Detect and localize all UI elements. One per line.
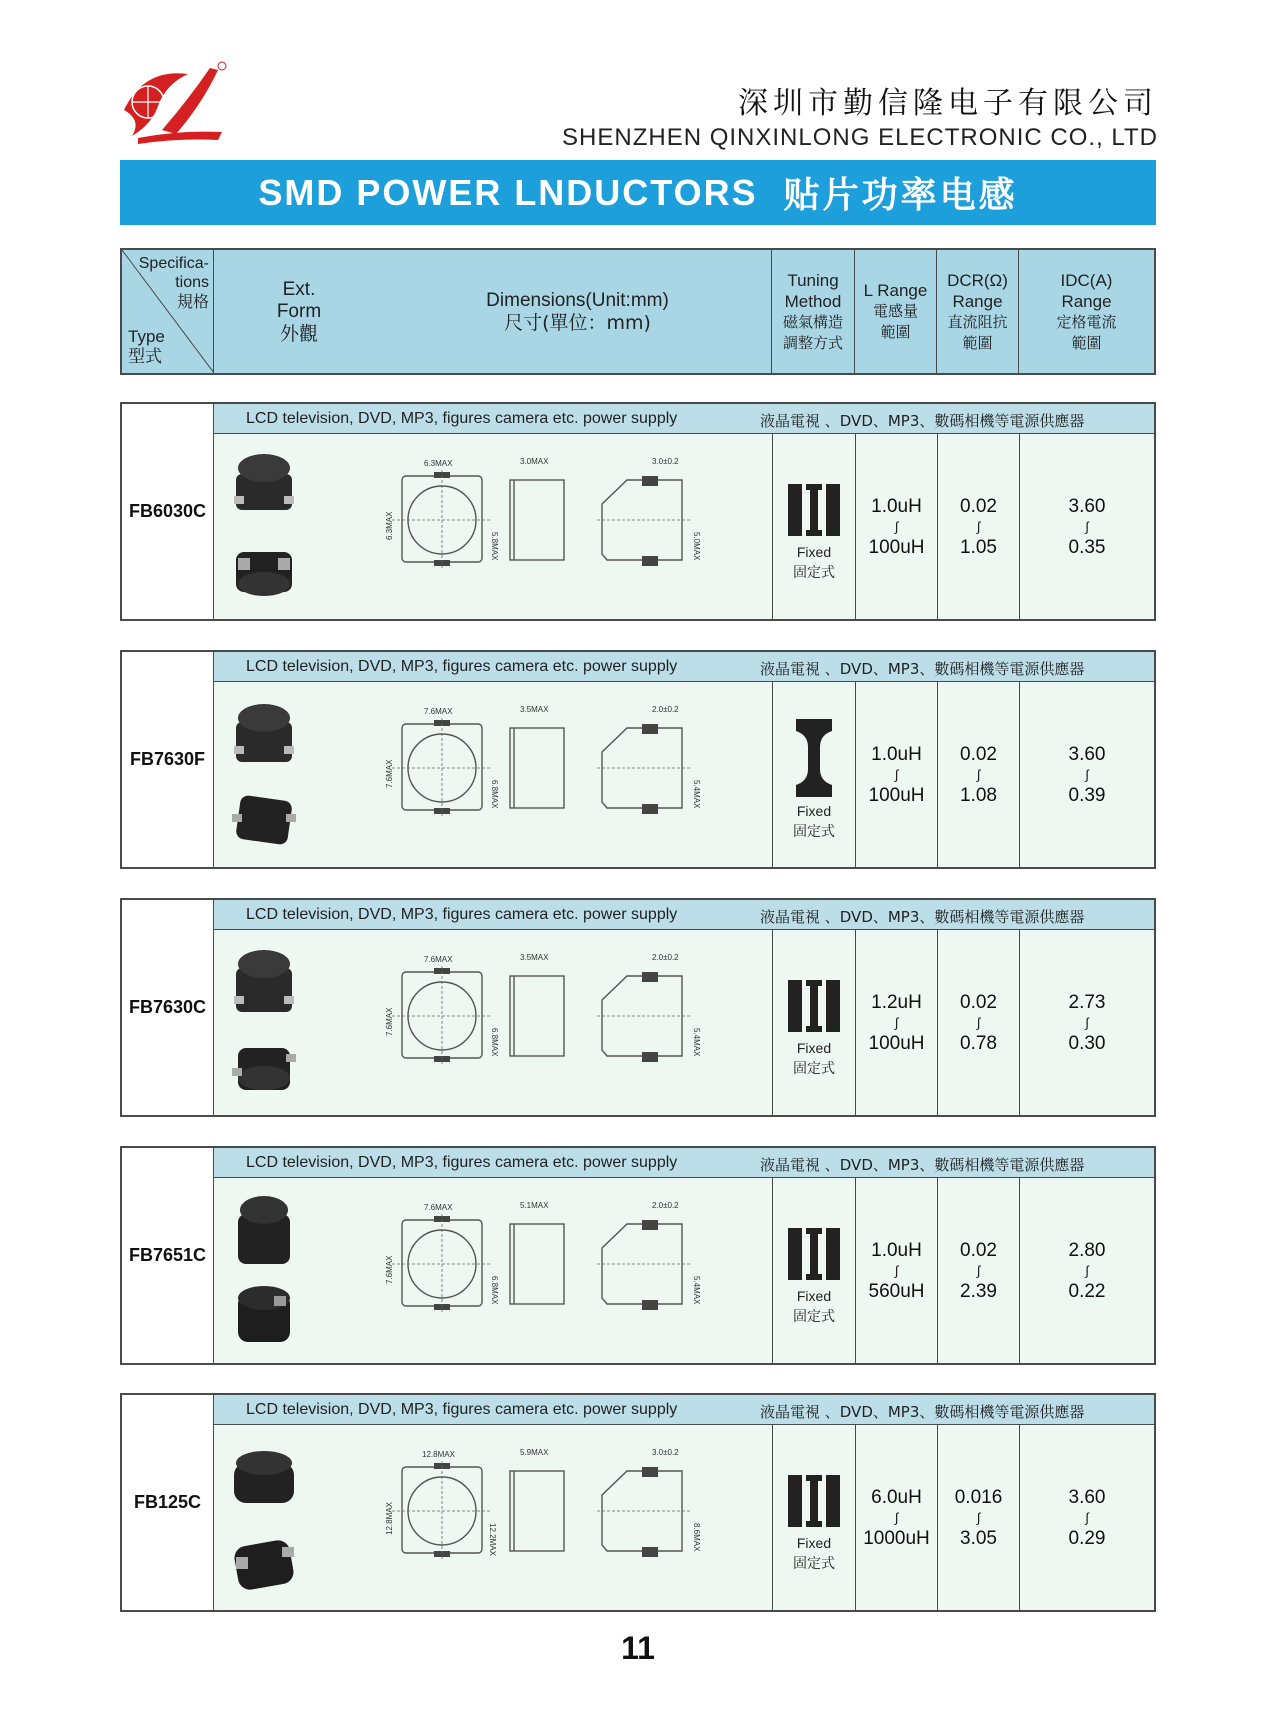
product-photos	[214, 1178, 314, 1363]
page-title-banner	[120, 160, 1156, 225]
product-type: FB6030C	[122, 404, 214, 619]
dim-width: 6.3MAX	[424, 459, 453, 468]
inductor-photo-top	[234, 1451, 294, 1503]
idc-range-cell	[1019, 1178, 1154, 1363]
dcr-range-cell	[937, 930, 1019, 1115]
l-range-cell	[855, 1425, 937, 1610]
header-ext-1: Ext.	[282, 278, 316, 300]
product-block	[120, 898, 1156, 1117]
dim-pad: 2.0±0.2	[652, 953, 679, 962]
header-type-cn: 型式	[128, 347, 162, 367]
fixed-core-icon	[786, 976, 842, 1036]
banner-title-en: SMD POWER LNDUCTORS	[258, 171, 758, 213]
range-symbol: ∫	[1085, 1014, 1089, 1030]
product-block	[120, 1393, 1156, 1612]
idc-max: 3.60	[1068, 1486, 1106, 1508]
idc-min: 0.29	[1068, 1527, 1106, 1549]
product-block	[120, 1146, 1156, 1365]
application-text-en: LCD television, DVD, MP3, figures camera etc. power supply	[246, 906, 678, 923]
l-range-cell	[855, 1178, 937, 1363]
product-type: FB125C	[122, 1395, 214, 1610]
product-photos	[214, 682, 314, 867]
header-dim-en: Dimensions(Unit:mm)	[486, 289, 669, 311]
fixed-core-icon	[786, 1471, 842, 1531]
product-type: FB7630F	[122, 652, 214, 867]
dcr-min: 0.016	[954, 1486, 1003, 1508]
fixed-core-icon	[786, 480, 842, 540]
inductor-photo-top	[234, 454, 294, 510]
application-text-cn: 液晶電視 、DVD、MP3、數碼相機等電源供應器	[760, 660, 1085, 678]
header-idc-cn1: 定格電流	[1056, 312, 1117, 331]
l-max: 560uH	[868, 1280, 925, 1302]
application-text-cn: 液晶電視 、DVD、MP3、數碼相機等電源供應器	[760, 412, 1085, 430]
dim-height: 7.6MAX	[385, 1007, 394, 1036]
company-name-en: SHENZHEN QINXINLONG ELECTRONIC CO., LTD	[562, 124, 1158, 151]
header-ext-cn: 外觀	[279, 322, 318, 345]
header-ext-2: Form	[276, 300, 322, 322]
tuning-label-en: Fixed	[796, 802, 832, 819]
inductor-photo-bottom	[232, 1048, 296, 1090]
range-symbol: ∫	[1085, 1262, 1089, 1278]
header-spec-cn: 規格	[176, 292, 209, 311]
product-photos	[214, 1425, 314, 1610]
range-symbol: ∫	[976, 1262, 981, 1278]
dim-side: 3.5MAX	[520, 953, 549, 962]
company-name	[562, 78, 1158, 152]
header-tuning-cn1: 磁氣構造	[782, 312, 843, 331]
dim-width: 7.6MAX	[424, 707, 453, 716]
idc-range-cell	[1019, 1425, 1154, 1610]
l-range-cell	[855, 682, 937, 867]
dim-pad-height: 5.0MAX	[692, 532, 701, 561]
application-text-en: LCD television, DVD, MP3, figures camera etc. power supply	[246, 1154, 678, 1171]
product-block	[120, 650, 1156, 869]
inductor-photo-bottom	[238, 1286, 290, 1342]
dcr-max: 3.05	[960, 1527, 997, 1549]
dcr-min: 0.02	[960, 495, 997, 517]
l-min: 1.0uH	[871, 495, 922, 517]
banner-title-cn: 贴片功率电感	[783, 175, 1018, 216]
dim-height: 6.3MAX	[385, 511, 394, 540]
header-tuning	[772, 250, 855, 373]
header-tuning-1: Tuning	[787, 270, 839, 290]
header-dcr-1: DCR(Ω)	[947, 270, 1008, 290]
range-symbol: ∫	[1085, 766, 1089, 782]
dcr-range-cell	[937, 682, 1019, 867]
spec-table-header	[120, 248, 1156, 375]
tuning-cell	[772, 930, 855, 1115]
application-bar	[214, 1148, 1154, 1178]
range-symbol: ∫	[894, 1509, 899, 1525]
dcr-max: 1.08	[960, 784, 997, 806]
header-tuning-2: Method	[784, 291, 842, 311]
range-symbol: ∫	[1085, 518, 1089, 534]
application-text-cn: 液晶電視 、DVD、MP3、數碼相機等電源供應器	[760, 1403, 1085, 1421]
idc-range-cell	[1019, 682, 1154, 867]
header-lrange-cn2: 範圍	[880, 323, 911, 341]
dim-pad-height: 5.4MAX	[692, 1276, 701, 1305]
header-dcr-range	[937, 250, 1019, 373]
dim-height-2: 5.8MAX	[490, 532, 499, 561]
header-dcr-cn1: 直流阻抗	[947, 312, 1008, 331]
header-tuning-cn2: 調整方式	[782, 333, 843, 352]
inductor-photo-top	[234, 704, 294, 762]
application-bar	[214, 404, 1154, 434]
tuning-label-en: Fixed	[796, 1287, 832, 1304]
dim-height: 7.6MAX	[385, 1255, 394, 1284]
header-spec-line2: tions	[175, 274, 209, 291]
dcr-min: 0.02	[960, 743, 997, 765]
tuning-label-en: Fixed	[796, 1039, 832, 1056]
product-photos	[214, 434, 314, 619]
dim-side: 3.5MAX	[520, 705, 549, 714]
dimension-drawing	[382, 1425, 762, 1612]
range-symbol: ∫	[976, 1509, 981, 1525]
header-dim-cn: 尺寸(單位：mm)	[504, 311, 651, 334]
range-symbol: ∫	[976, 766, 981, 782]
fixed-core-icon	[786, 1224, 842, 1284]
range-symbol: ∫	[894, 1262, 899, 1278]
range-symbol: ∫	[976, 1014, 981, 1030]
header-dcr-cn2: 範圍	[962, 333, 993, 352]
dim-width: 12.8MAX	[422, 1450, 455, 1459]
dim-side: 5.1MAX	[520, 1201, 549, 1210]
dcr-max: 0.78	[960, 1032, 997, 1054]
dim-height-2: 6.8MAX	[490, 1028, 499, 1057]
tuning-cell	[772, 434, 855, 619]
inductor-photo-bottom	[232, 795, 296, 846]
application-text-en: LCD television, DVD, MP3, figures camera etc. power supply	[246, 410, 678, 427]
header-idc-cn2: 範圍	[1071, 333, 1102, 352]
l-max: 100uH	[868, 1032, 925, 1054]
dim-height: 7.6MAX	[385, 759, 394, 788]
dim-pad: 3.0±0.2	[652, 1448, 679, 1457]
l-range-cell	[855, 930, 937, 1115]
l-min: 6.0uH	[871, 1486, 922, 1508]
dim-height: 12.8MAX	[385, 1502, 394, 1535]
tuning-label-cn: 固定式	[793, 1060, 835, 1077]
range-symbol: ∫	[1085, 1509, 1089, 1525]
l-max: 1000uH	[863, 1527, 930, 1549]
tuning-label-en: Fixed	[796, 543, 832, 560]
idc-min: 0.39	[1068, 784, 1106, 806]
header-spec-line1: Specifica-	[138, 255, 209, 272]
dim-pad-height: 5.4MAX	[692, 1028, 701, 1057]
range-symbol: ∫	[976, 518, 981, 534]
header-dimensions	[384, 250, 772, 373]
l-min: 1.0uH	[871, 1239, 922, 1261]
header-type-en: Type	[128, 327, 165, 346]
application-text-cn: 液晶電視 、DVD、MP3、數碼相機等電源供應器	[760, 908, 1085, 926]
dcr-min: 0.02	[960, 1239, 997, 1261]
tuning-label-cn: 固定式	[793, 1308, 835, 1325]
application-text-en: LCD television, DVD, MP3, figures camera etc. power supply	[246, 658, 678, 675]
dim-pad-height: 8.6MAX	[692, 1523, 701, 1552]
header-idc-2: Range	[1061, 291, 1112, 311]
dcr-max: 1.05	[960, 536, 997, 558]
application-text-cn: 液晶電視 、DVD、MP3、數碼相機等電源供應器	[760, 1156, 1085, 1174]
range-symbol: ∫	[894, 518, 899, 534]
tuning-label-cn: 固定式	[793, 564, 835, 581]
application-bar	[214, 900, 1154, 930]
header-ext-form	[214, 250, 384, 373]
inductor-photo-bottom	[236, 552, 292, 596]
dim-width: 7.6MAX	[424, 955, 453, 964]
dim-pad: 2.0±0.2	[652, 705, 679, 714]
product-block	[120, 402, 1156, 621]
header-idc-1: IDC(A)	[1060, 270, 1113, 290]
idc-range-cell	[1019, 434, 1154, 619]
header-lrange-1: L Range	[863, 281, 928, 300]
drum-core-icon	[794, 717, 834, 799]
idc-max: 3.60	[1068, 743, 1106, 765]
inductor-photo-top	[238, 1196, 290, 1264]
application-bar	[214, 652, 1154, 682]
product-type: FB7630C	[122, 900, 214, 1115]
dcr-max: 2.39	[960, 1280, 997, 1302]
dimension-drawing	[382, 682, 762, 869]
header-type-spec	[122, 250, 214, 373]
idc-min: 0.22	[1068, 1280, 1106, 1302]
header-idc-range	[1019, 250, 1154, 373]
dim-width: 7.6MAX	[424, 1203, 453, 1212]
l-min: 1.2uH	[871, 991, 922, 1013]
dcr-range-cell	[937, 1178, 1019, 1363]
l-range-cell	[855, 434, 937, 619]
dim-pad-height: 5.4MAX	[692, 780, 701, 809]
dcr-range-cell	[937, 434, 1019, 619]
dim-height-2: 6.8MAX	[490, 1276, 499, 1305]
idc-min: 0.35	[1068, 536, 1106, 558]
tuning-label-en: Fixed	[796, 1534, 832, 1551]
idc-min: 0.30	[1068, 1032, 1106, 1054]
idc-max: 2.73	[1068, 991, 1106, 1013]
header-l-range	[855, 250, 937, 373]
application-text-en: LCD television, DVD, MP3, figures camera etc. power supply	[246, 1401, 678, 1418]
dim-side: 3.0MAX	[520, 457, 549, 466]
inductor-photo-bottom	[233, 1538, 296, 1591]
product-photos	[214, 930, 314, 1115]
tuning-cell	[772, 1425, 855, 1610]
dim-height-2: 6.8MAX	[490, 780, 499, 809]
idc-max: 3.60	[1068, 495, 1106, 517]
l-max: 100uH	[868, 536, 925, 558]
dcr-min: 0.02	[960, 991, 997, 1013]
page-number: 11	[621, 1630, 655, 1666]
dim-height-2: 12.2MAX	[488, 1523, 497, 1556]
dim-pad: 2.0±0.2	[652, 1201, 679, 1210]
dim-side: 5.9MAX	[520, 1448, 549, 1457]
dimension-drawing	[382, 930, 762, 1117]
company-logo	[118, 60, 230, 144]
header-dcr-2: Range	[952, 291, 1003, 311]
dcr-range-cell	[937, 1425, 1019, 1610]
dim-pad: 3.0±0.2	[652, 457, 679, 466]
l-min: 1.0uH	[871, 743, 922, 765]
tuning-label-cn: 固定式	[793, 1555, 835, 1572]
range-symbol: ∫	[894, 1014, 899, 1030]
dimension-drawing	[382, 434, 762, 621]
product-type: FB7651C	[122, 1148, 214, 1363]
tuning-cell	[772, 682, 855, 867]
l-max: 100uH	[868, 784, 925, 806]
tuning-cell	[772, 1178, 855, 1363]
inductor-photo-top	[234, 950, 294, 1012]
application-bar	[214, 1395, 1154, 1425]
header-lrange-cn1: 電感量	[872, 302, 918, 320]
tuning-label-cn: 固定式	[793, 823, 835, 840]
idc-range-cell	[1019, 930, 1154, 1115]
idc-max: 2.80	[1068, 1239, 1106, 1261]
company-name-cn: 深圳市勤信隆电子有限公司	[738, 86, 1158, 121]
dimension-drawing	[382, 1178, 762, 1365]
range-symbol: ∫	[894, 766, 899, 782]
